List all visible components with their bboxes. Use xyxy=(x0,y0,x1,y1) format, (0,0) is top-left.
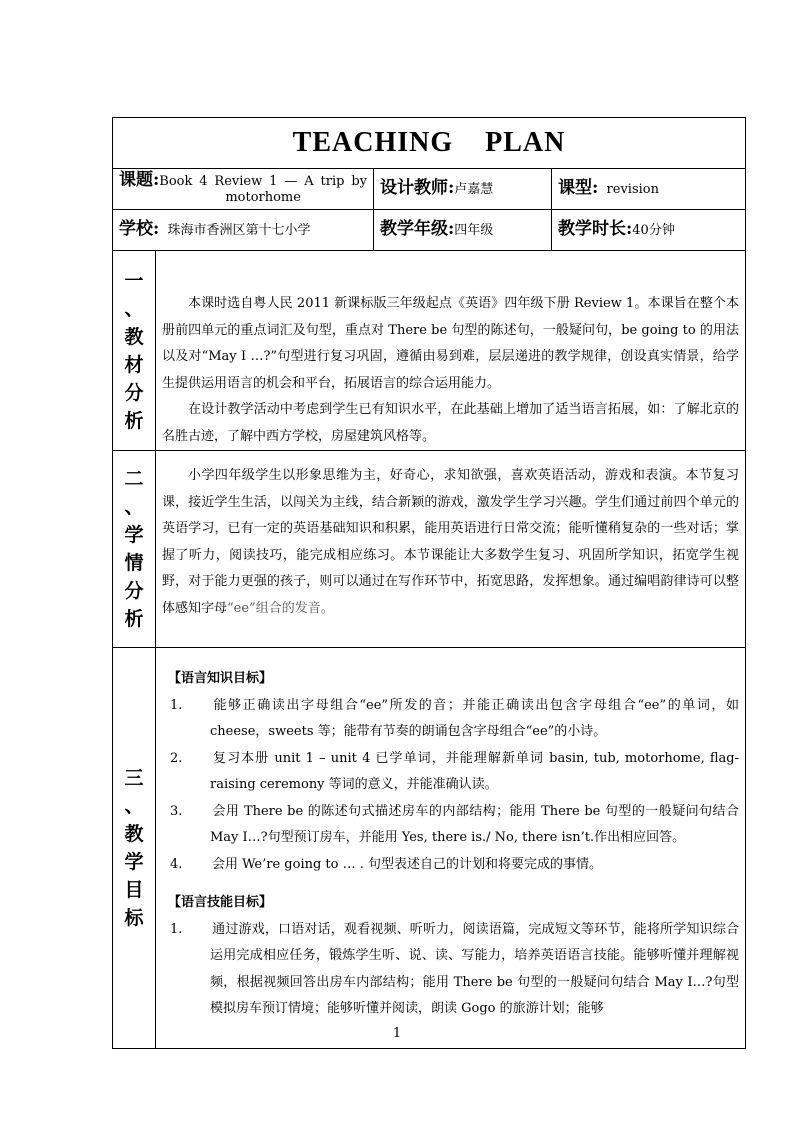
duration-label: 教学时长: xyxy=(558,219,633,239)
duration-value: 40分钟 xyxy=(632,223,675,238)
material-paragraph-1: 本课时选自粤人民 2011 新课标版三年级起点《英语》四年级下册 Review 1。本课旨在整个本册前四单元的重点词汇及句型，重点对 There be 句型的陈述句，一般疑问句，be going to 的用法以及对“May I …?”句型进行复习巩固，遵循由易到难，层层递进的教学规律，创设真实情景，给学生提供运用语言的机会和平台，拓展语言的综合运用能力。 xyxy=(162,296,740,391)
section-material-body xyxy=(156,251,746,451)
topic-label: 课题: xyxy=(119,170,160,190)
teaching-plan-table xyxy=(112,117,746,1049)
type-label: 课型: xyxy=(558,178,599,198)
page-title: TEACHING PLAN xyxy=(113,118,746,169)
section-material xyxy=(113,251,746,451)
knowledge-goal-3: 3. 会用 There be 的陈述句式描述房车的内部结构；能用 There be 句型的一般疑问句结合 May I…?句型预订房车，并能用 Yes, there is./ No, there isn’t.作出相应回答。 xyxy=(170,803,740,845)
designer-value: 卢嘉慧 xyxy=(454,182,494,197)
grade-cell xyxy=(374,210,552,251)
topic-cell xyxy=(113,169,374,210)
designer-label: 设计教师: xyxy=(380,178,455,198)
section-students-body xyxy=(156,451,746,648)
school-label: 学校: xyxy=(119,219,160,239)
knowledge-goal-2: 2. 复习本册 unit 1 – unit 4 已学单词，并能理解新单词 basin, tub, motorhome, flag-raising ceremony 等词的意义，并能准确认读。 xyxy=(170,750,740,792)
knowledge-goal-4: 4. 会用 We’re going to … . 句型表述自己的计划和将要完成的事情。 xyxy=(170,856,603,872)
page-number: 1 xyxy=(392,1026,402,1041)
section-material-label: 一 、 教 材 分 析 xyxy=(113,251,156,451)
topic-value: Book 4 Review 1 — A trip by motorhome xyxy=(159,174,367,205)
section-goals-label: 三 、 教 学 目 标 xyxy=(113,648,156,1049)
section-goals-body xyxy=(156,648,746,1049)
meta-row-2 xyxy=(113,210,746,251)
material-paragraph-2: 在设计教学活动中考虑到学生已有知识水平，在此基础上增加了适当语言拓展，如：了解北京的名胜古迹，了解中西方学校，房屋建筑风格等。 xyxy=(162,402,740,444)
section-goals xyxy=(113,648,746,1049)
knowledge-goal-1: 1. 能够正确读出字母组合“ee”所发的音；并能正确读出包含字母组合“ee”的单词，如 cheese，sweets 等；能带有节奏的朗诵包含字母组合“ee”的小诗。 xyxy=(170,697,740,739)
section-students-label: 二 、 学 情 分 析 xyxy=(113,451,156,648)
grade-label: 教学年级: xyxy=(380,219,455,239)
section-students xyxy=(113,451,746,648)
school-value: 珠海市香洲区第十七小学 xyxy=(167,223,311,238)
students-paragraph: 小学四年级学生以形象思维为主，好奇心，求知欲强，喜欢英语活动，游戏和表演。本节复习课，接近学生生活，以闯关为主线，结合新颖的游戏，激发学生学习兴趣。学生们通过前四个单元的英语学习，已有一定的英语基础知识和积累，能用英语进行日常交流；能听懂稍复杂的一些对话；掌握了听力，阅读技巧，能完成相应练习。本节课能让大多数学生复习、巩固所学知识，拓宽学生视野，对于能力更强的孩子，则可以通过在写作环节中，拓宽思路，发挥想象。通过编唱韵律诗可以整体感知字母“ee”组合的发音。 xyxy=(162,468,740,616)
type-value: revision xyxy=(606,182,659,197)
skill-goals-heading: 【语言技能目标】 xyxy=(168,895,273,910)
meta-row-1 xyxy=(113,169,746,210)
duration-cell xyxy=(552,210,746,251)
grade-value: 四年级 xyxy=(454,223,494,238)
school-cell xyxy=(113,210,374,251)
type-cell xyxy=(552,169,746,210)
knowledge-goals-heading: 【语言知识目标】 xyxy=(168,671,273,686)
skill-goal-1: 1. 通过游戏，口语对话，观看视频、听听力，阅读语篇，完成短文等环节，能将所学知识综合运用完成相应任务，锻炼学生听、说、读、写能力，培养英语语言技能。能够听懂并理解视频，根据视频回答出房车内部结构；能用 There be 句型的一般疑问句结合 May I…?句型模拟房车预订情境；能够听懂并阅读，朗读 Gogo 的旅游计划；能够 xyxy=(170,921,740,1016)
designer-cell xyxy=(374,169,552,210)
